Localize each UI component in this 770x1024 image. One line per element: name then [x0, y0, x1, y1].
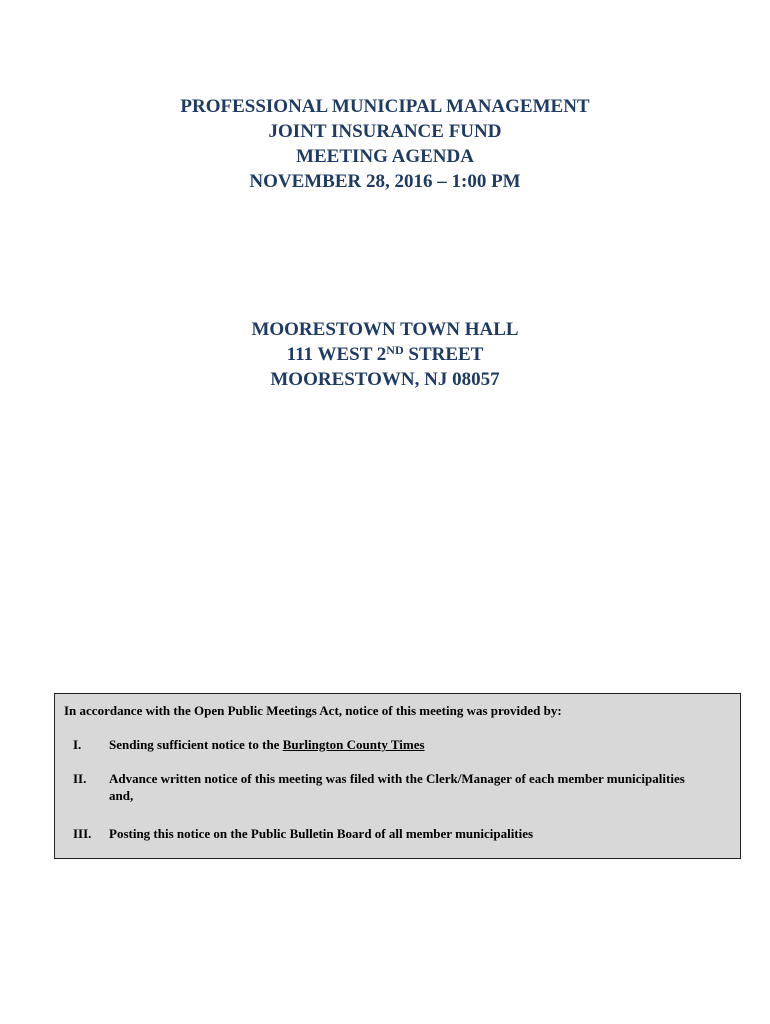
city-state-zip: MOORESTOWN, NJ 08057	[270, 369, 500, 390]
newspaper-name: Burlington County Times	[282, 737, 425, 752]
item-text: Advance written notice of this meeting was filed with the Clerk/Manager of each member municipalities and,	[109, 771, 685, 803]
fund-name-line-1: PROFESSIONAL MUNICIPAL MANAGEMENT	[180, 96, 590, 117]
item-numeral: I.	[73, 737, 82, 752]
public-notice-box	[54, 693, 741, 859]
item-text: Posting this notice on the Public Bulletin Board of all member municipalities	[109, 826, 534, 841]
document-type: MEETING AGENDA	[296, 146, 474, 167]
ordinal-suffix: ND	[386, 343, 404, 357]
meeting-date-time: NOVEMBER 28, 2016 – 1:00 PM	[249, 171, 521, 192]
notice-intro: In accordance with the Open Public Meetings Act, notice of this meeting was provided by:	[64, 703, 562, 718]
meeting-location-block	[0, 317, 770, 392]
street-name: STREET	[403, 344, 484, 365]
agenda-title-block	[0, 94, 770, 194]
item-text	[109, 736, 699, 753]
street-address	[0, 342, 770, 367]
item-text-lead: Sending sufficient notice to the	[109, 737, 283, 752]
item-numeral: II.	[73, 771, 87, 786]
venue-name: MOORESTOWN TOWN HALL	[251, 319, 519, 340]
item-numeral: III.	[73, 826, 92, 841]
fund-name-line-2: JOINT INSURANCE FUND	[268, 121, 502, 142]
street-number: 111 WEST 2	[286, 344, 387, 365]
